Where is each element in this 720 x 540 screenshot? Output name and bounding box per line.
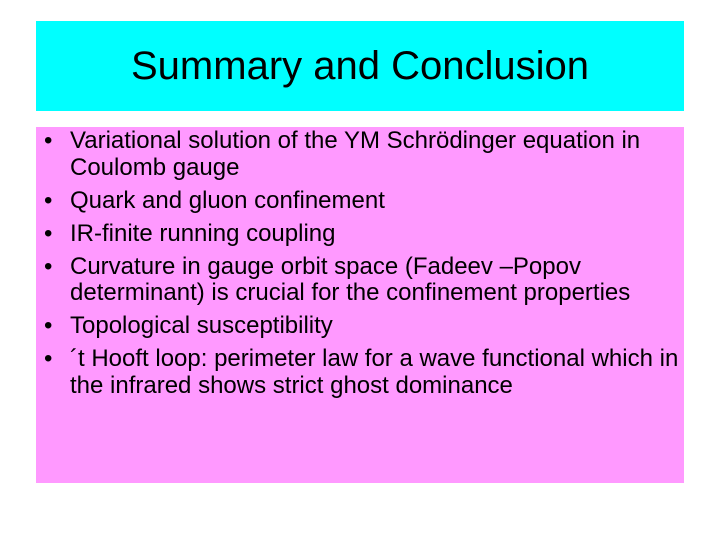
bullet-item (44, 254, 684, 307)
bullet-text: ´t Hooft loop: perimeter law for a wave functional which in the infrared shows strict ghost dominance (70, 345, 679, 399)
bullet-item (44, 221, 684, 248)
bullet-marker: • (44, 345, 53, 372)
bullet-text: Variational solution of the YM Schrödinger equation in Coulomb gauge (70, 127, 641, 181)
bullet-text: Quark and gluon confinement (70, 186, 385, 214)
bullet-text: Curvature in gauge orbit space (Fadeev –Popov determinant) is crucial for the confinement properties (70, 252, 631, 306)
bullet-marker: • (44, 127, 53, 154)
content-panel (36, 127, 684, 483)
title-panel (36, 21, 684, 111)
bullet-text: IR-finite running coupling (70, 219, 336, 247)
bullet-marker: • (44, 186, 53, 214)
bullet-marker: • (44, 252, 53, 280)
bullet-marker: • (44, 219, 53, 247)
bullet-list (44, 127, 684, 406)
bullet-item (44, 128, 684, 181)
bullet-item (44, 313, 684, 340)
slide-title: Summary and Conclusion (131, 44, 589, 88)
bullet-item (44, 188, 684, 215)
bullet-item (44, 346, 684, 399)
bullet-text: Topological susceptibility (70, 312, 333, 339)
bullet-marker: • (44, 312, 53, 339)
